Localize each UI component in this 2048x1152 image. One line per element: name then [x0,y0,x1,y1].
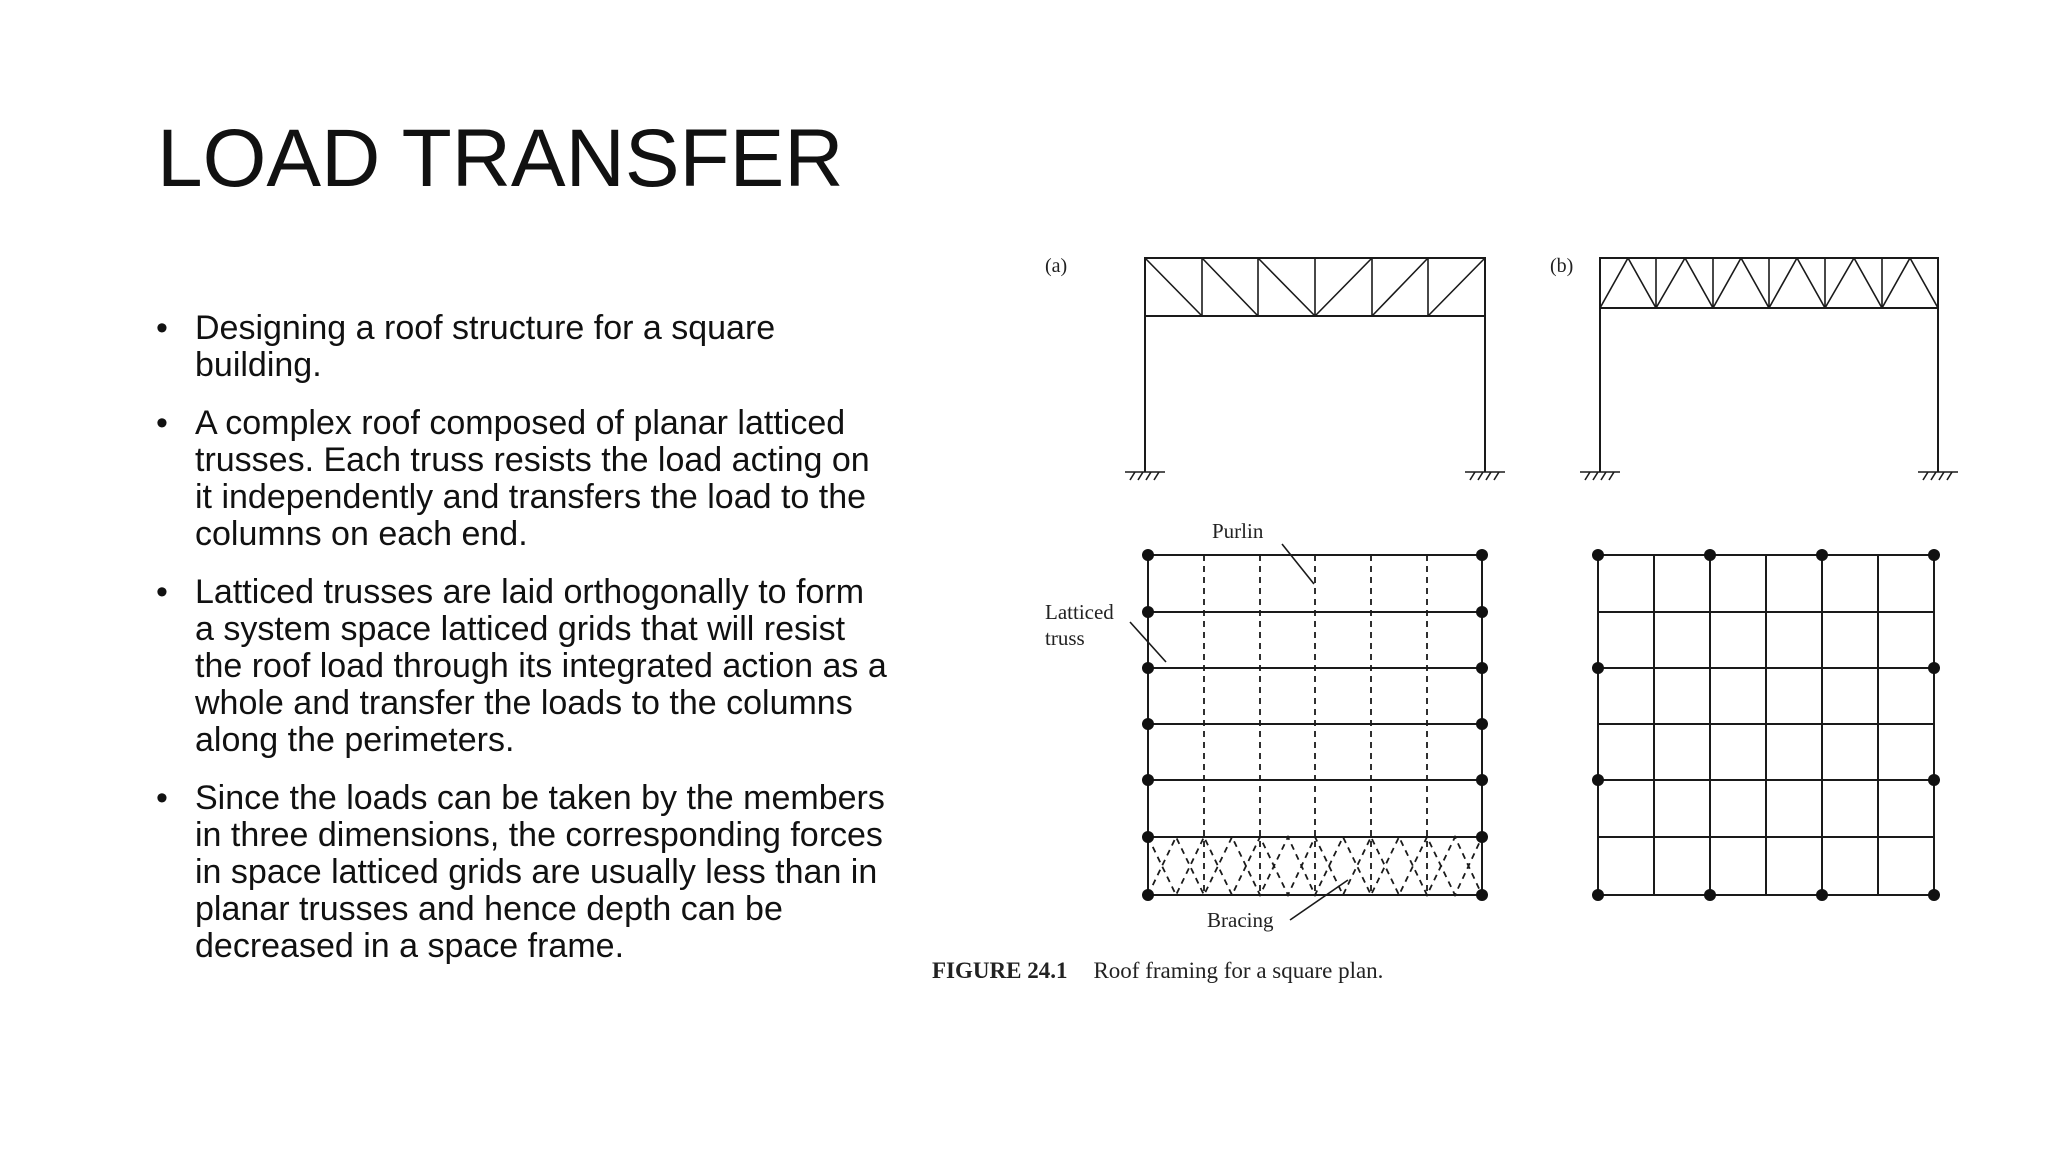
bullet-item [150,405,890,553]
support-a-right [1465,472,1505,480]
latticed-truss-label-line2: truss [1045,626,1085,650]
support-a-left [1125,472,1165,480]
bullet-text: Since the loads can be taken by the members in three dimensions, the corresponding forces in space latticed grids are usually less than in planar trusses and hence depth can be decreased in a space frame. [195,779,885,965]
panel-a-label: (a) [1045,255,1068,277]
roof-plan-b [1592,549,1940,901]
bullet-item [150,310,890,384]
bullet-dot: • [156,573,168,611]
purlin-leader [1282,544,1314,584]
figure-caption [932,958,1383,984]
truss-elevation-a [1125,258,1505,480]
bullet-text: Latticed trusses are laid orthogonally to form a system space latticed grids that will resist the roof load through its integrated action as a whole and transfer the loads to the columns along the perimeters. [195,573,887,759]
truss-elevation-b [1580,258,1958,480]
bullet-dot: • [156,779,168,817]
bullet-list [150,310,890,986]
support-b-left [1580,472,1620,480]
figure-drawing [930,240,1980,960]
bullet-item [150,780,890,965]
caption-number: FIGURE 24.1 [932,958,1068,983]
bracing-leader [1290,880,1348,920]
roof-plan-a [1045,519,1488,932]
support-b-right [1918,472,1958,480]
bullet-text: Designing a roof structure for a square building. [195,309,776,384]
slide-title: LOAD TRANSFER [157,113,844,204]
latticed-truss-label-line1: Latticed [1045,600,1114,624]
bullet-dot: • [156,309,168,347]
caption-text: Roof framing for a square plan. [1093,958,1384,983]
bracing-label: Bracing [1207,908,1274,932]
bullet-text: A complex roof composed of planar latticed trusses. Each truss resists the load acting on it independently and transfers the load to the columns on each end. [195,404,870,553]
bullet-item [150,574,890,759]
purlin-label: Purlin [1212,519,1264,543]
panel-b-label: (b) [1550,255,1574,277]
roof-framing-figure [930,240,1980,1152]
bullet-dot: • [156,404,168,442]
